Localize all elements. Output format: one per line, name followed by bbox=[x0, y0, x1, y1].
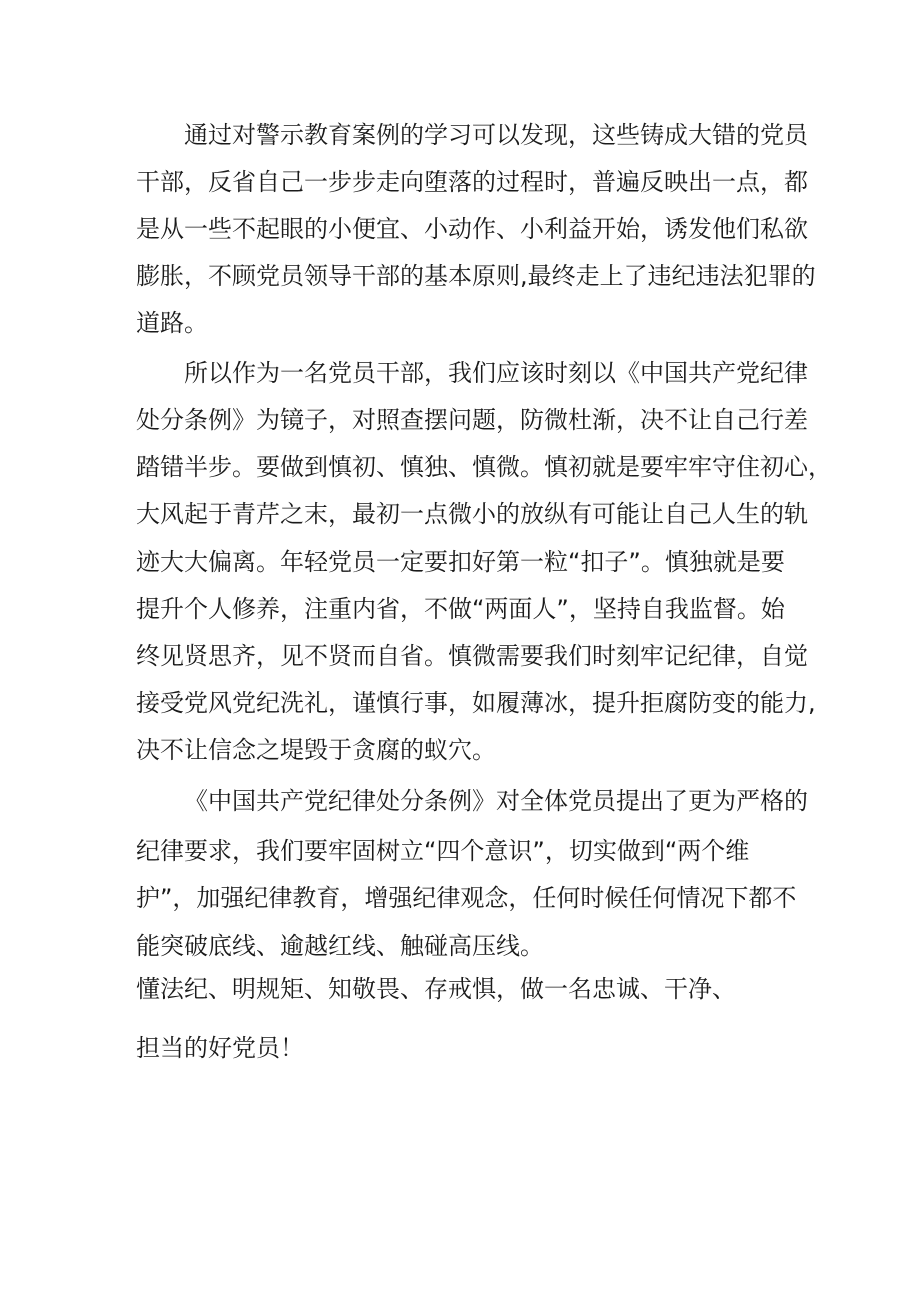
paragraph-2-line-9: 决不让信念之堤毁于贪腐的蚁穴。 bbox=[136, 736, 496, 764]
paragraph-2-line-8: 接受党风党纪洗礼，谨慎行事，如履薄冰，提升拒腐防变的能力, bbox=[136, 689, 816, 717]
paragraph-1-line-5: 道路。 bbox=[136, 309, 208, 337]
paragraph-2-line-4: 大风起于青芹之末，最初一点微小的放纵有可能让自己人生的轨 bbox=[136, 500, 808, 528]
paragraph-2-line-2: 处分条例》为镜子，对照查摆问题，防微杜渐，决不让自己行差 bbox=[136, 406, 808, 434]
paragraph-1-line-4: 膨胀，不顾党员领导干部的基本原则,最终走上了违纪违法犯罪的 bbox=[136, 262, 816, 290]
paragraph-3-line-4: 能突破底线、逾越红线、触碰高压线。 bbox=[136, 932, 544, 960]
paragraph-4-line-2: 担当的好党员！ bbox=[136, 1034, 304, 1062]
paragraph-1-line-1: 通过对警示教育案例的学习可以发现，这些铸成大错的党员 bbox=[184, 121, 808, 149]
paragraph-3-line-1: 《中国共产党纪律处分条例》对全体党员提出了更为严格的 bbox=[184, 787, 808, 815]
paragraph-1-line-3: 是从一些不起眼的小便宜、小动作、小利益开始，诱发他们私欲 bbox=[136, 215, 808, 243]
paragraph-2-line-1: 所以作为一名党员干部，我们应该时刻以《中国共产党纪律 bbox=[184, 359, 808, 387]
paragraph-1-line-2: 干部，反省自己一步步走向堕落的过程时，普遍反映出一点，都 bbox=[136, 168, 808, 196]
paragraph-2-line-3: 踏错半步。要做到慎初、慎独、慎微。慎初就是要牢牢守住初心， bbox=[136, 453, 832, 481]
paragraph-2-line-7: 终见贤思齐，见不贤而自省。慎微需要我们时刻牢记纪律，自觉 bbox=[136, 642, 808, 670]
paragraph-3-line-2: 纪律要求，我们要牢固树立“四个意识”，切实做到“两个维 bbox=[136, 837, 750, 865]
paragraph-3-line-3: 护”，加强纪律教育，增强纪律观念，任何时候任何情况下都不 bbox=[136, 884, 797, 912]
paragraph-2-line-6: 提升个人修养，注重内省，不做“两面人”，坚持自我监督。始 bbox=[136, 595, 785, 623]
paragraph-2-line-5: 迹大大偏离。年轻党员一定要扣好第一粒“扣子”。慎独就是要 bbox=[136, 548, 785, 576]
paragraph-4-line-1: 懂法纪、明规矩、知敬畏、存戒惧，做一名忠诚、干净、 bbox=[136, 975, 736, 1003]
